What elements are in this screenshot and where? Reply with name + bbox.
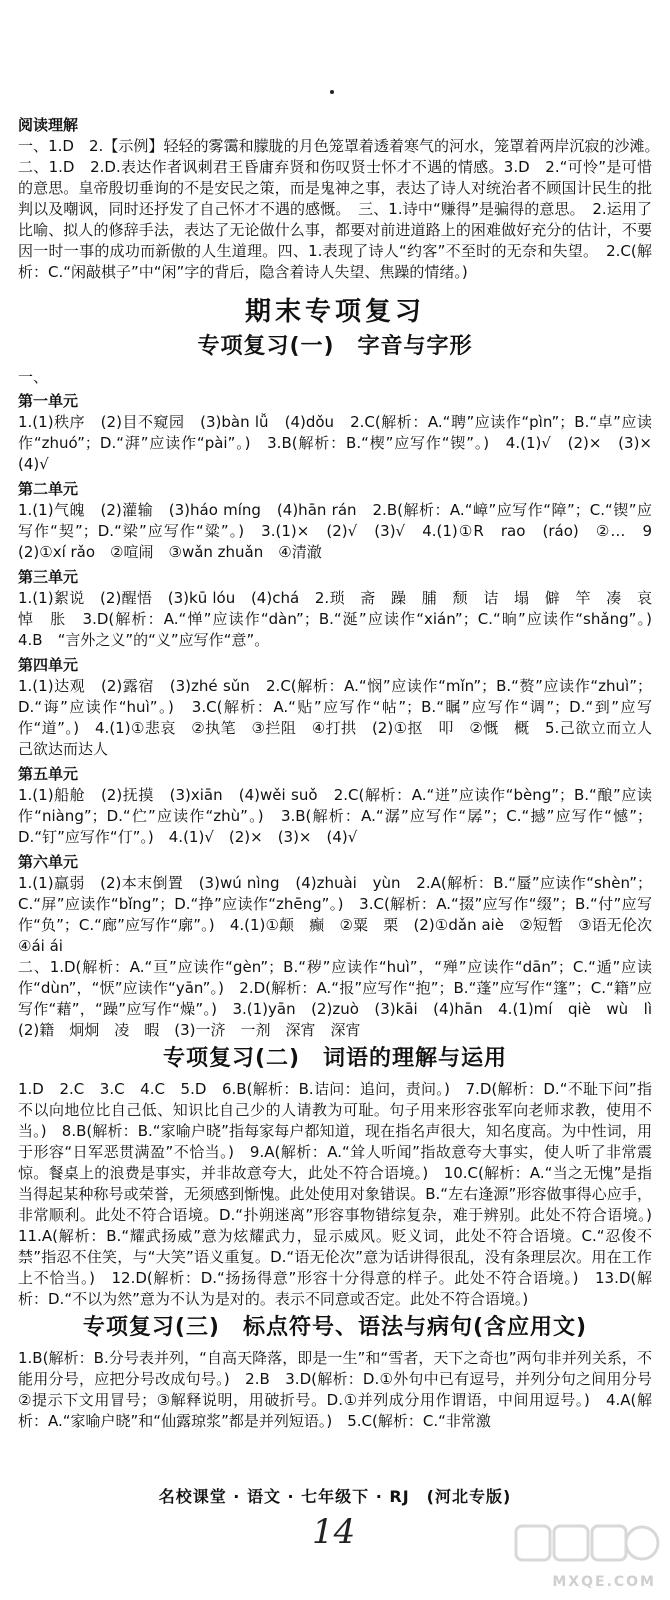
review2-text: 1.D 2.C 3.C 4.C 5.D 6.B(解析：B.诘问：追问，责问。) 7.D(解析：D.“不耻下问”指不以向地位比自己低、知识比自己少的人请教为可耻。句子用来形容张军向老师求教，使用不当。) 8.B(解析：B.“家喻户晓”指每家每户都知道，现在指名声很大，知名度高。为中性词，用于形容“日军恶贯满盈”不恰当。) 9.A(解析：A.“耸人听闻”指故意夸大事实，使人听了非常震惊。餐桌上的浪费是事实，并非故意夸大，此处不符合语境。) 10.C(解析：A.“当之无愧”是指当得起某种称号或荣誉，无须感到惭愧。此处使用对象错误。B.“左右逢源”形容做事得心应手，非常顺利。此处不符合语境。D.“扑朔迷离”形容事物错综复杂，难于辨别。此处不符合语境。) 11.A(解析：B.“耀武扬威”意为炫耀武力，显示威风。贬义词，此处不符合语境。C.“忍俊不禁”指忍不住笑，与“大笑”语义重复。D.“语无伦次”意为话讲得很乱，没有条理层次。用在工作上不恰当。) 12.D(解析：D.“扬扬得意”形容十分得意的样子。此处不符合语境。) 13.D(解析：D.“不以为然”意为不认为是对的。表示不同意或否定。此处不符合语境。) [18, 1080, 668, 1308]
unit-text-1: 1.(1)秩序 (2)目不窥园 (3)bàn lǚ (4)dǒu 2.C(解析：A.“聘”应读作“pìn”；B.“卓”应读作“zhuó”；D.“湃”应读作“pài”。) 3.B(解析：B.“楔”应写作“锲”。) 4.(1)√ (2)× (3)× (4)√ [18, 413, 668, 473]
main-title: 期末专项复习 [244, 297, 425, 327]
sub-title-1: 专项复习(一) 字音与字形 [197, 334, 473, 359]
page-number: 14 [312, 1512, 356, 1552]
part-one-marker: 一、 [18, 368, 49, 386]
unit-heading-6: 第六单元 [18, 853, 79, 871]
sub-title-2: 专项复习(二) 词语的理解与运用 [162, 1046, 508, 1071]
unit-text-5: 1.(1)船舱 (2)抚摸 (3)xiān (4)wěi suǒ 2.C(解析：A.“迸”应读作“bèng”；B.“酿”应读作“niàng”；D.“伫”应读作“zhù”。) 3.B(解析：A.“潺”应写作“孱”；C.“撼”应写作“憾”；D.“钉”应写作“仃”。) 4.(1)√ (2)× (3)× (4)√ [18, 786, 652, 846]
top-dot [330, 90, 334, 94]
unit-text-6: 1.(1)羸弱 (2)本末倒置 (3)wú nìng (4)zhuài yùn 2.A(解析：B.“蜃”应读作“shèn”；C.“屏”应读作“bǐng”；D.“挣”应读作“zhēng”。) 3.C(解析：A.“掇”应写作“缀”；B.“付”应写作“负”；C.“廊”应写作“廓”。) 4.(1)①颠 癫 ②粟 栗 (2)①dǎn aiè ②短暂 ③语无伦次 ④ái ái [18, 874, 668, 955]
sub-title-3: 专项复习(三) 标点符号、语法与病句(含应用文) [82, 1315, 588, 1340]
reading-answers: 一、1.D 2.【示例】轻轻的雾霭和朦胧的月色笼罩着透着寒气的河水，笼罩着两岸沉寂的沙滩。 二、1.D 2.D.表达作者讽刺君王昏庸弃贤和伤叹贤士怀才不遇的情感。3.D 2.“可怜”是可惜的意思。皇帝殷切垂询的不是安民之策，而是鬼神之事，表达了诗人对统治者不顾国计民生的批判以及嘲讽，同时还抒发了自己怀才不遇的感慨。 三、1.诗中“赚得”是骗得的意思。 2.运用了比喻、拟人的修辞手法，表达了无论做什么事，都要对前进道路上的困难做好充分的估计，不要因一时一事的成功而新傲的人生道理。四、1.表现了诗人“约客”不至时的无奈和失望。 2.C(解析：C.“闲敲棋子”中“闲”字的背后，隐含着诗人失望、焦躁的情绪。) [18, 137, 668, 281]
part-two-text: 二、1.D(解析：A.“亘”应读作“gèn”；B.“秽”应读作“huì”，“殚”应读作“dān”；C.“遁”应读作“dùn”，“恹”应读作“yān”。) 2.D(解析：A.“报”应写作“抱”；B.“蓬”应写作“篷”；C.“籍”应写作“藉”，“躁”应写作“燥”。) 3.(1)yān (2)zuò (3)kāi (4)hān 4.(1)mí qiè wù lì (2)籍 炯炯 凌 暇 (3)一济 一剂 深宵 深宵 [18, 958, 668, 1039]
unit-heading-1: 第一单元 [18, 392, 79, 410]
unit-text-4: 1.(1)达观 (2)露宿 (3)zhé sǔn 2.C(解析：A.“悯”应读作“mǐn”；B.“赘”应读作“zhuì”；D.“诲”应读作“huì”。) 3.C(解析：A.“贴”应写作“帖”；B.“瞩”应写作“调”；D.“到”应写作“道”。) 4.(1)①悲哀 ②执笔 ③拦阻 ④打拱 (2)①抠 叩 ②慨 概 5.己欲立而立人 己欲达而达人 [18, 677, 668, 758]
page-content [18, 112, 668, 1432]
unit-heading-3: 第三单元 [18, 568, 79, 586]
page-footer: 名校课堂 · 语文 · 七年级下 · RJ (河北专版) [158, 1487, 512, 1506]
watermark-text: MXQE.COM [552, 1574, 656, 1590]
unit-text-2: 1.(1)气魄 (2)灌输 (3)háo míng (4)hān rán 2.B(解析：A.“嶂”应写作“障”；C.“锲”应写作“契”；D.“梁”应写作“粱”。) 3.(1)× (2)√ (3)√ 4.(1)①R rao (ráo) ②… 9 (2)①xí rǎo ②喧闹 ③wǎn zhuǎn ④清澈 [18, 501, 668, 561]
section-heading-reading: 阅读理解 [18, 116, 79, 134]
unit-heading-2: 第二单元 [18, 480, 79, 498]
review3-text: 1.B(解析：B.分号表并列，“自高天降落，即是一生”和“雪者，天下之奇也”两句非并列关系，不能用分号，应把分号改成句号。) 2.B 3.D(解析：D.①外句中已有逗号，并列分句之间用分号 ②提示下文用冒号；③解释说明，用破折号。D.①并列成分用作谓语，中间用逗号。) 4.A(解析：A.“家喻户晓”和“仙露琼浆”都是并列短语。) 5.C(解析：C.“非常激 [18, 1349, 668, 1430]
unit-heading-5: 第五单元 [18, 765, 79, 783]
unit-text-3: 1.(1)絮说 (2)醒悟 (3)kū lóu (4)chá 2.琐 斋 躁 脯 颓 诘 塌 僻 竿 凑 哀 悼 胀 3.D(解析：A.“惮”应读作“dàn”；B.“涎”应读作“xián”；C.“晌”应读作“shǎng”。) 4.B “言外之义”的“义”应写作“意”。 [18, 589, 668, 649]
unit-heading-4: 第四单元 [18, 656, 79, 674]
